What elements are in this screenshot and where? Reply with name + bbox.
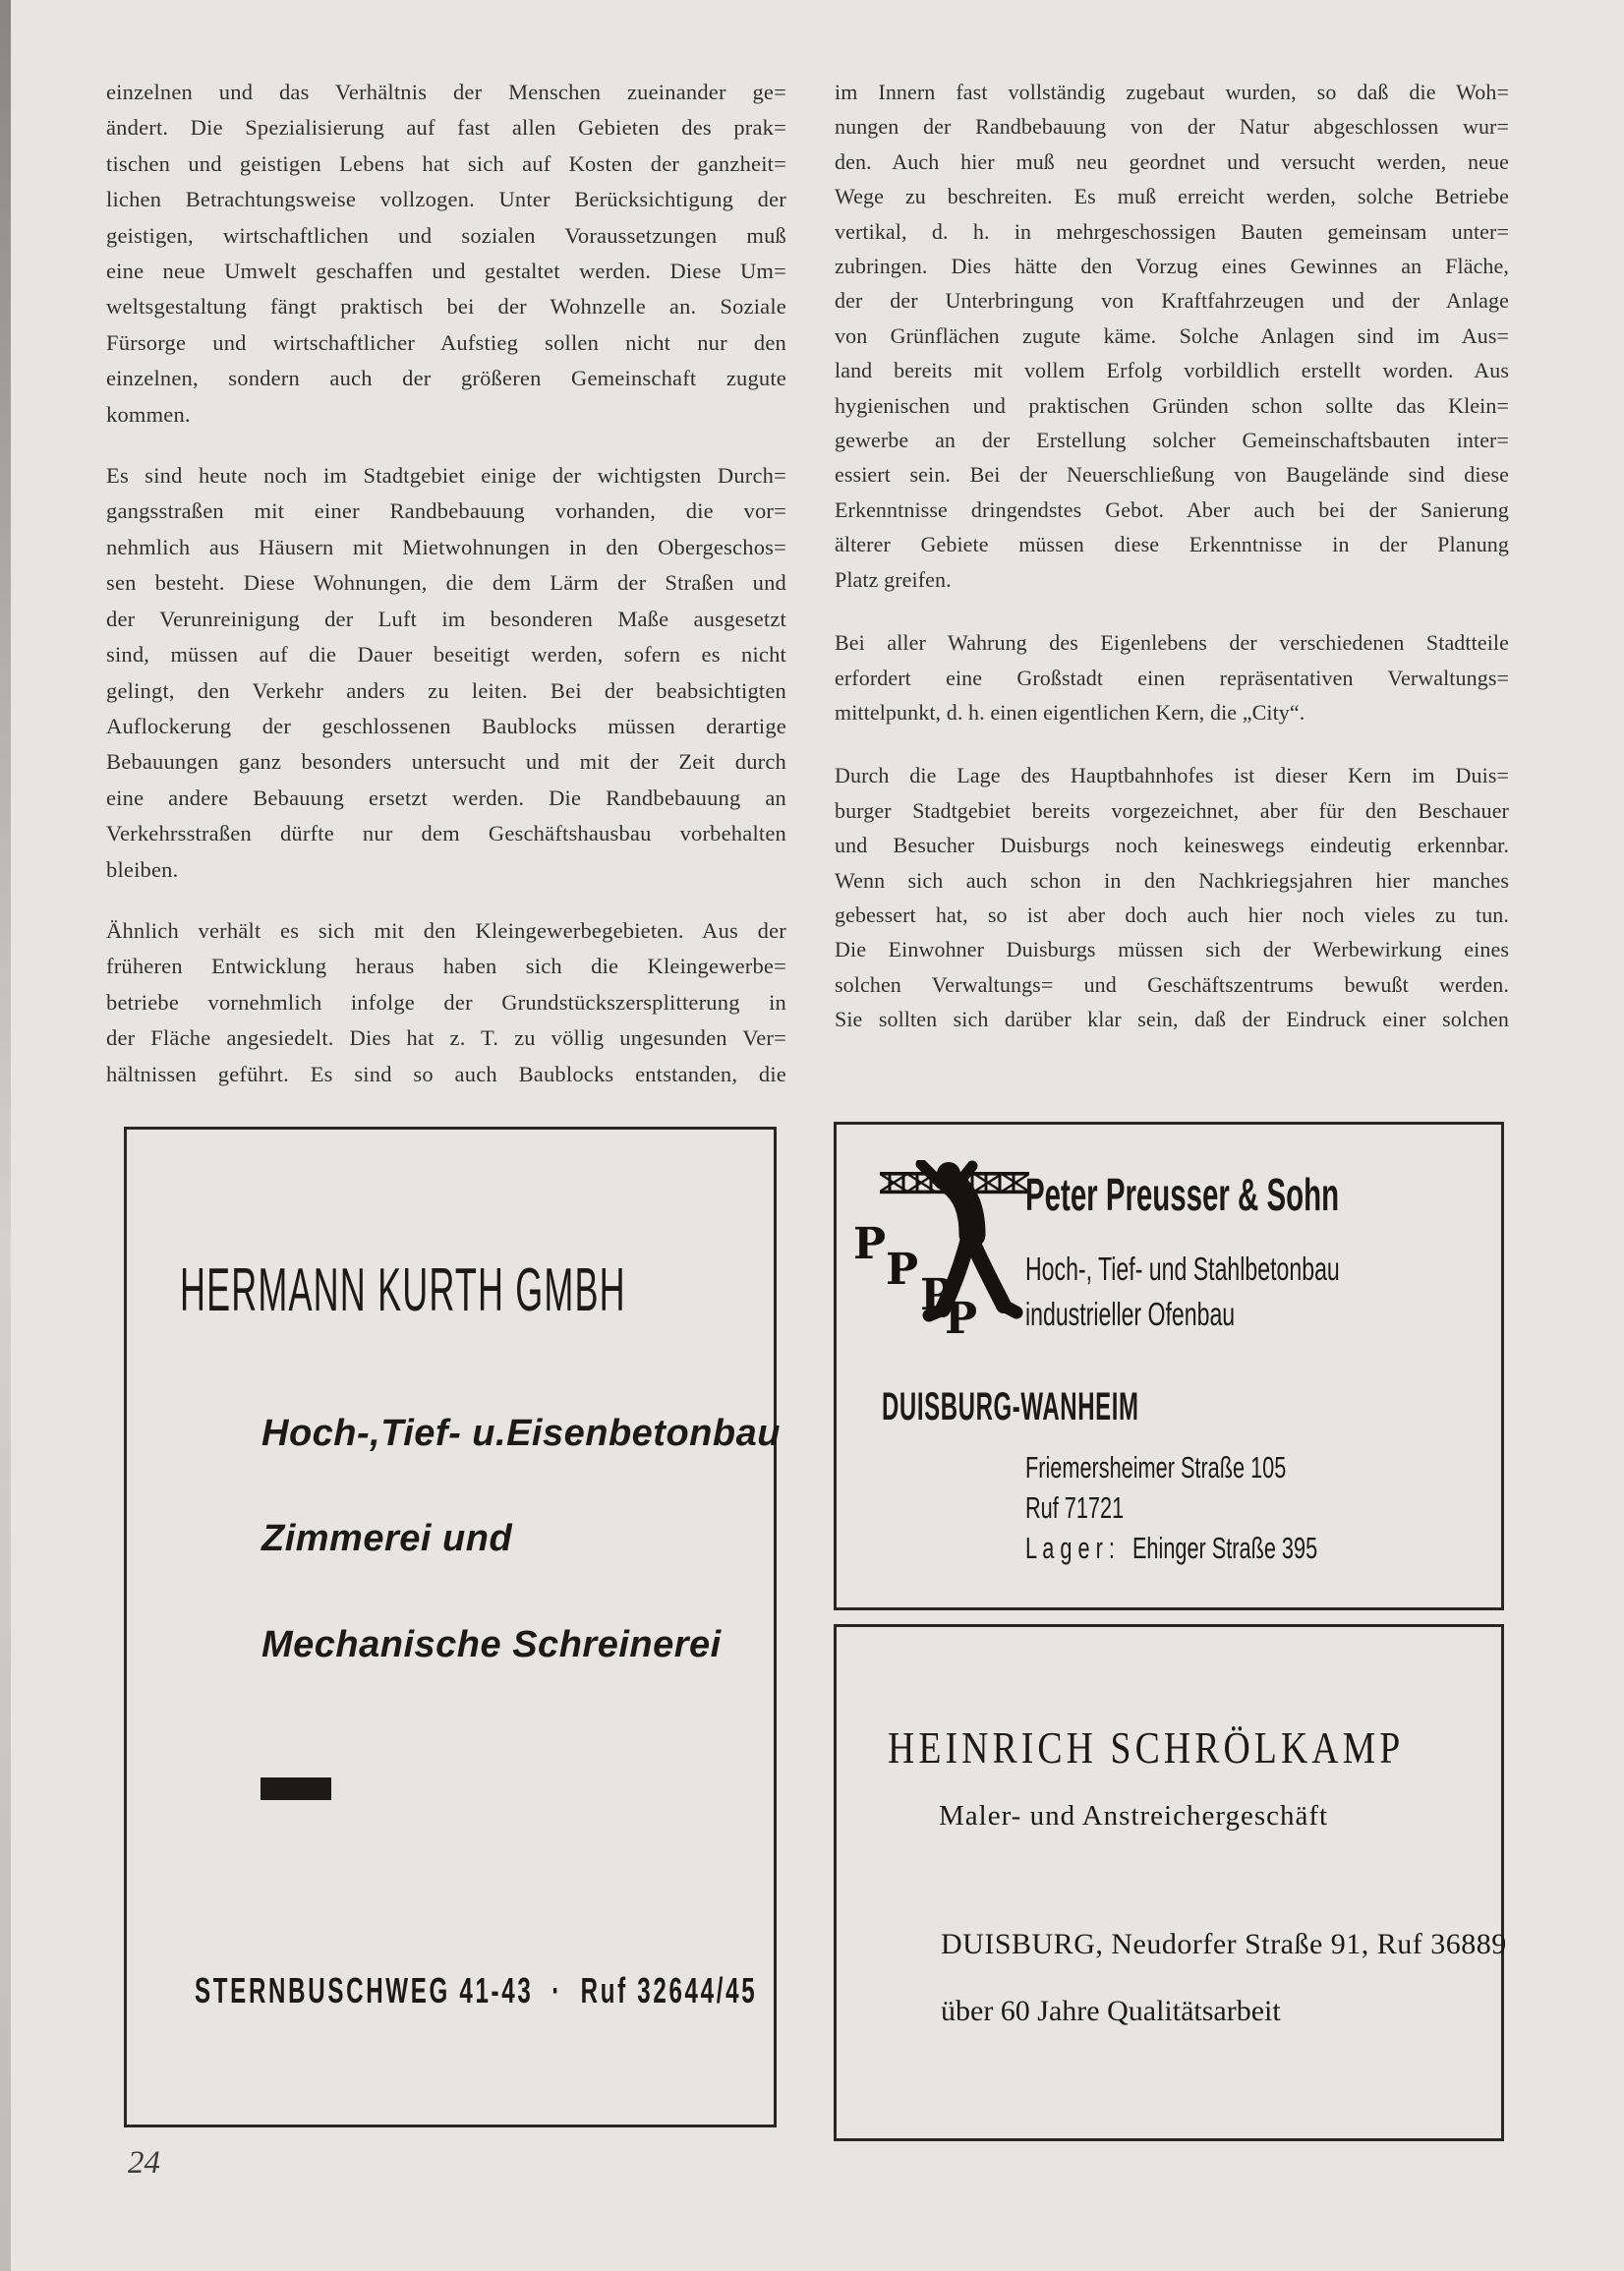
text-line: Fürsorge und wirtschaftlicher Aufstieg sollen nicht nur den	[106, 329, 786, 355]
text-line: nungen der Randbebauung von der Natur abgeschlossen wur=	[835, 114, 1509, 140]
text-line: nehmlich aus Häusern mit Mietwohnungen in den Obergeschos=	[106, 534, 786, 559]
ad-business-line: Maler- und Anstreichergeschäft	[939, 1800, 1329, 1832]
text-line: Es sind heute noch im Stadtgebiet einige der wichtigsten Durch=	[106, 463, 786, 489]
text-line: Bei aller Wahrung des Eigenlebens der verschiedenen Stadtteile	[835, 630, 1509, 656]
ad-hermann-kurth	[124, 1127, 781, 2127]
text-line: älterer Gebiete müssen diese Erkenntnisse in der Planung	[835, 532, 1509, 557]
text-line: Verkehrsstraßen dürfte nur dem Geschäftshausbau vorbehalten	[106, 821, 786, 846]
text-line: land bereits mit vollem Erfolg vorbildlich erstellt worden. Aus	[835, 358, 1509, 383]
text-line: Platz greifen.	[835, 566, 952, 592]
ad-phone-line: Ruf 71721	[1025, 1490, 1125, 1525]
text-line: hygienischen und praktischen Gründen schon sollte das Klein=	[835, 392, 1509, 418]
paragraph	[835, 625, 1509, 729]
text-line: Sie sollten sich darüber klar sein, daß der Eindruck einer solchen	[835, 1007, 1509, 1032]
ad-slogan-line: über 60 Jahre Qualitätsarbeit	[941, 1995, 1281, 2027]
text-line: Ähnlich verhält es sich mit den Kleingewerbegebieten. Aus der	[106, 917, 786, 943]
logo-letter-p: P	[886, 1245, 919, 1295]
logo-letter-p: P	[853, 1219, 887, 1269]
ad-service-line: Zimmerei und	[261, 1518, 513, 1559]
article-column-right	[835, 75, 1509, 1066]
text-line: Auflockerung der geschlossenen Baublocks müssen derartige	[106, 713, 786, 738]
text-line: betriebe vornehmlich infolge der Grundstückszersplitterung in	[106, 989, 786, 1015]
text-line: einzelnen, sondern auch der größeren Gemeinschaft zugute	[106, 366, 786, 391]
ad-company-name: HERMANN KURTH GMBH	[180, 1256, 626, 1324]
text-line: früheren Entwicklung heraus haben sich die Kleingewerbe=	[106, 954, 786, 979]
ad-storage-line: L a g e r : Ehinger Straße 395	[1025, 1531, 1318, 1565]
paragraph	[835, 75, 1509, 597]
text-line: Bebauungen ganz besonders untersucht und mit der Zeit durch	[106, 749, 786, 775]
text-line: hältnissen geführt. Es sind so auch Baublocks entstanden, die	[106, 1061, 786, 1086]
page-number: 24	[128, 2145, 160, 2181]
ad-address-line: Friemersheimer Straße 105	[1025, 1450, 1287, 1485]
text-line: von Grünflächen zugute käme. Solche Anlagen sind im Aus=	[835, 322, 1509, 348]
article-column-left	[106, 75, 786, 1118]
text-line: sen besteht. Diese Wohnungen, die dem Lärm der Straßen und	[106, 570, 786, 596]
paragraph	[835, 758, 1509, 1036]
text-line: bleiben.	[106, 856, 179, 882]
text-line: sind, müssen auf die Dauer beseitigt werden, sofern es nicht	[106, 642, 786, 668]
ad-service-line: Mechanische Schreinerei	[261, 1624, 722, 1665]
text-line: geistigen, wirtschaftlichen und sozialen Voraussetzungen muß	[106, 222, 786, 248]
text-line: Durch die Lage des Hauptbahnhofes ist dieser Kern im Duis=	[835, 763, 1509, 788]
text-line: den. Auch hier muß neu geordnet und versucht werden, neue	[835, 148, 1509, 174]
logo-letter-p: P	[945, 1294, 978, 1344]
decorative-bar	[261, 1777, 331, 1800]
logo-letter-p: P	[920, 1270, 954, 1320]
paragraph	[106, 458, 786, 888]
text-line: eine andere Bebauung ersetzt werden. Die Randbebauung an	[106, 785, 786, 810]
text-line: weltsgestaltung fängt praktisch bei der Wohnzelle an. Soziale	[106, 294, 786, 320]
text-line: eine neue Umwelt geschaffen und gestaltet werden. Diese Um=	[106, 259, 786, 284]
scan-edge-shadow	[0, 0, 11, 2271]
text-line: erfordert eine Großstadt einen repräsentativen Verwaltungs=	[835, 665, 1509, 690]
text-line: der Fläche angesiedelt. Dies hat z. T. zu völlig ungesunden Ver=	[106, 1025, 786, 1051]
text-line: solchen Verwaltungs= und Geschäftszentrums bewußt werden.	[835, 971, 1509, 997]
text-line: tischen und geistigen Lebens hat sich auf Kosten der ganzheit=	[106, 150, 786, 176]
ad-service-line: industrieller Ofenbau	[1025, 1296, 1236, 1332]
ad-peter-preusser	[834, 1122, 1504, 1610]
ad-address-line: STERNBUSCHWEG 41-43 · Ruf 32644/45	[195, 1970, 758, 2010]
text-line: vertikal, d. h. in mehrgeschossigen Bauten gemeinsam unter=	[835, 218, 1509, 244]
text-line: Die Einwohner Duisburgs müssen sich der Werbewirkung eines	[835, 937, 1509, 962]
text-line: Wenn sich auch schon in den Nachkriegsjahren hier manches	[835, 867, 1509, 893]
text-line: kommen.	[106, 401, 191, 427]
text-line: und Besucher Duisburgs noch keineswegs eindeutig erkennbar.	[835, 833, 1509, 858]
ad-heinrich-schroelkamp	[834, 1624, 1507, 2141]
text-line: der Verunreinigung der Luft im besonderen Maße ausgesetzt	[106, 606, 786, 631]
ad-service-line: Hoch-, Tief- und Stahlbetonbau	[1025, 1251, 1340, 1287]
ad-service-line: Hoch-,Tief- u.Eisenbetonbau	[261, 1413, 781, 1454]
text-line: essiert sein. Bei der Neuerschließung von Baugelände sind diese	[835, 462, 1509, 488]
text-line: ändert. Die Spezialisierung auf fast allen Gebieten des prak=	[106, 115, 786, 141]
ad-company-name: Peter Preusser & Sohn	[1025, 1169, 1340, 1220]
text-line: burger Stadtgebiet bereits vorgezeichnet, aber für den Beschauer	[835, 797, 1509, 823]
text-line: mittelpunkt, d. h. einen eigentlichen Kern, die „City“.	[835, 699, 1305, 725]
text-line: einzelnen und das Verhältnis der Menschen zueinander ge=	[106, 80, 786, 104]
text-line: Erkenntnisse dringendstes Gebot. Aber auch bei der Sanierung	[835, 496, 1509, 522]
text-line: zubringen. Dies hätte den Vorzug eines Gewinnes an Fläche,	[835, 254, 1509, 279]
text-line: Wege zu beschreiten. Es muß erreicht werden, solche Betriebe	[835, 184, 1509, 209]
ad-address-line: DUISBURG, Neudorfer Straße 91, Ruf 36889	[941, 1928, 1507, 1960]
paragraph	[106, 75, 786, 433]
text-line: gebessert hat, so ist aber doch auch hier noch vieles zu tun.	[835, 902, 1509, 927]
paragraph	[106, 913, 786, 1092]
text-line: gangsstraßen mit einer Randbebauung vorhanden, die vor=	[106, 498, 786, 524]
text-line: gelingt, den Verkehr anders zu leiten. Bei der beabsichtigten	[106, 677, 786, 703]
text-line: im Innern fast vollständig zugebaut wurden, so daß die Woh=	[835, 80, 1509, 104]
text-line: der der Unterbringung von Kraftfahrzeugen und der Anlage	[835, 288, 1509, 314]
ad-city-line: DUISBURG-WANHEIM	[882, 1385, 1139, 1428]
text-line: lichen Betrachtungsweise vollzogen. Unter Berücksichtigung der	[106, 187, 786, 212]
ad-company-name: HEINRICH SCHRÖLKAMP	[888, 1722, 1405, 1773]
text-line: gewerbe an der Erstellung solcher Gemeinschaftsbauten inter=	[835, 428, 1509, 453]
